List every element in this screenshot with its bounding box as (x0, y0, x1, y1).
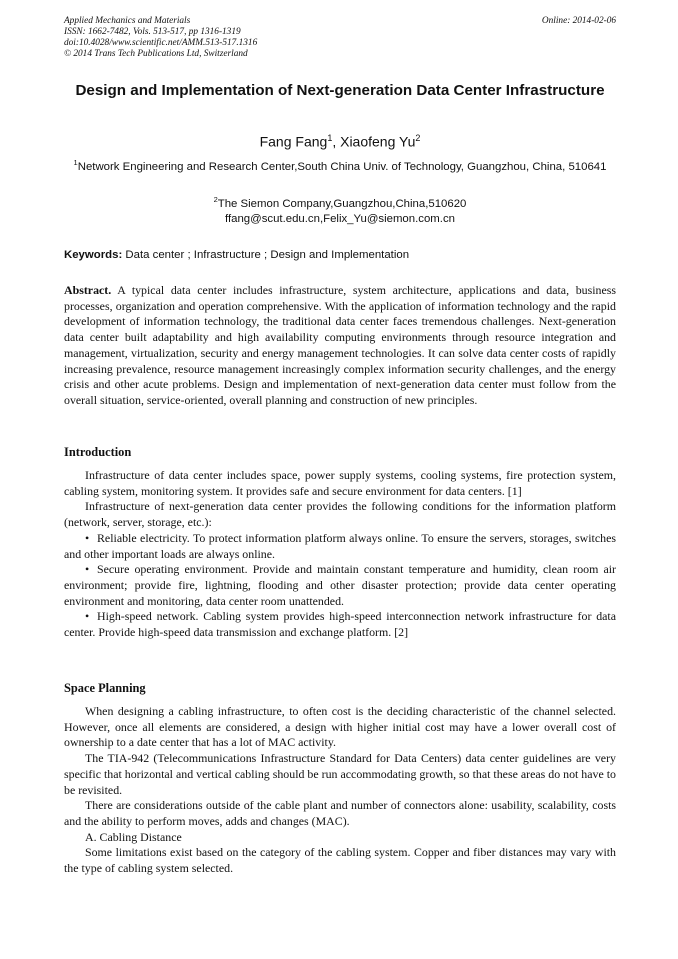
bullet-text: Reliable electricity. To protect information platform always online. To ensure the servers, storages, switches and other important loads are always online. (64, 530, 616, 561)
affil-text: Network Engineering and Research Center,South China Univ. of Technology, Guangzhou, China, 510641 (77, 160, 607, 173)
paragraph: Some limitations exist based on the category of the cabling system. Copper and fiber distances may vary with the type of cabling system selected. (64, 845, 616, 876)
bullet-text: High-speed network. Cabling system provides high-speed interconnection network infrastructure for data center. Provide high-speed data transmission and exchange platform. [2] (64, 609, 616, 640)
paragraph: When designing a cabling infrastructure, to often cost is the deciding characteristic of the channel selected. However, once all elements are considered, a design with higher initial cost may have a lower overall cost of ownership to a date center that has a lot of MAC activity. (64, 704, 616, 750)
online-date: Online: 2014-02-06 (541, 16, 616, 26)
subsection-heading: A. Cabling Distance (85, 829, 182, 844)
paragraph: There are considerations outside of the cable plant and number of connectors alone: usability, scalability, costs and the ability to perform moves, adds and changes (MAC). (64, 798, 616, 828)
abstract (64, 283, 616, 409)
bullet-item (64, 562, 616, 609)
paper-title: Design and Implementation of Next-generation Data Center Infrastructure (75, 82, 605, 99)
bullet-item (64, 531, 616, 562)
author-separator: , (332, 133, 341, 150)
copyright-line: © 2014 Trans Tech Publications Ltd, Switzerland (64, 49, 248, 59)
keywords-label: Keywords: (64, 249, 123, 261)
keywords (64, 248, 616, 263)
author-list (64, 129, 616, 151)
bullet-icon: • (85, 562, 90, 577)
paragraph: The TIA-942 (Telecommunications Infrastructure Standard for Data Centers) data center guidelines are very specific that horizontal and vertical cabling should be run accommodating growth, so that these areas do not have to be revisited. (64, 751, 616, 797)
section-heading: Introduction (64, 445, 132, 459)
section-introduction (64, 444, 616, 641)
doi-line: doi:10.4028/www.scientific.net/AMM.513-517.1316 (64, 38, 258, 48)
section-heading: Space Planning (64, 681, 146, 695)
issn-line: ISSN: 1662-7482, Vols. 513-517, pp 1316-1319 (64, 27, 241, 37)
affil-mark: 2 (213, 195, 218, 204)
affil-text: The Siemon Company,Guangzhou,China,510620 (217, 197, 467, 210)
bullet-item (64, 609, 616, 640)
author-affil-mark: 1 (327, 133, 333, 143)
abstract-text: A typical data center includes infrastructure, system architecture, applications and data, business processes, organization and operation comprehensive. With the application of information technology and the rapid development of information technology, the traditional data center faces tremendous challenges. Next-generation data center built adaptability and high availability computing environments through resource integration and management, virtualization, security and energy management technologies. It can solve data center costs of rapidly increasing prevalence, resource management increasingly complex information security challenges, and the energy crisis and other acute problems. Design and implementation of next-generation data center must follow from the overall situation, service-oriented, overall planning and construction of new principles. (64, 283, 616, 407)
journal-name: Applied Mechanics and Materials (64, 16, 191, 26)
affil-mark: 1 (73, 158, 78, 167)
author-emails: ffang@scut.edu.cn,Felix_Yu@siemon.com.cn (225, 213, 455, 225)
author-name: Xiaofeng Yu (340, 133, 416, 150)
bullet-icon: • (85, 530, 90, 545)
affiliation-1 (64, 155, 616, 175)
author-name: Fang Fang (259, 133, 328, 150)
section-space-planning (64, 680, 616, 877)
abstract-label: Abstract. (64, 283, 112, 297)
paragraph: Infrastructure of next-generation data center provides the following conditions for the information platform (network, server, storage, etc.): (64, 499, 616, 530)
paragraph: Infrastructure of data center includes space, power supply systems, cooling systems, fire protection system, cabling system, monitoring system. It provides safe and secure environment for data centers. [1] (64, 468, 616, 498)
journal-header (64, 16, 616, 60)
keywords-text: Data center ; Infrastructure ; Design and Implementation (122, 249, 410, 261)
affiliation-2 (64, 192, 616, 212)
bullet-icon: • (85, 609, 90, 624)
bullet-text: Secure operating environment. Provide and maintain constant temperature and humidity, clean room air environment; provide fire, lightning, flooding and other disaster protection; provide data center operating environment and monitoring, data center room unattended. (64, 562, 616, 608)
author-affil-mark: 2 (415, 133, 421, 143)
